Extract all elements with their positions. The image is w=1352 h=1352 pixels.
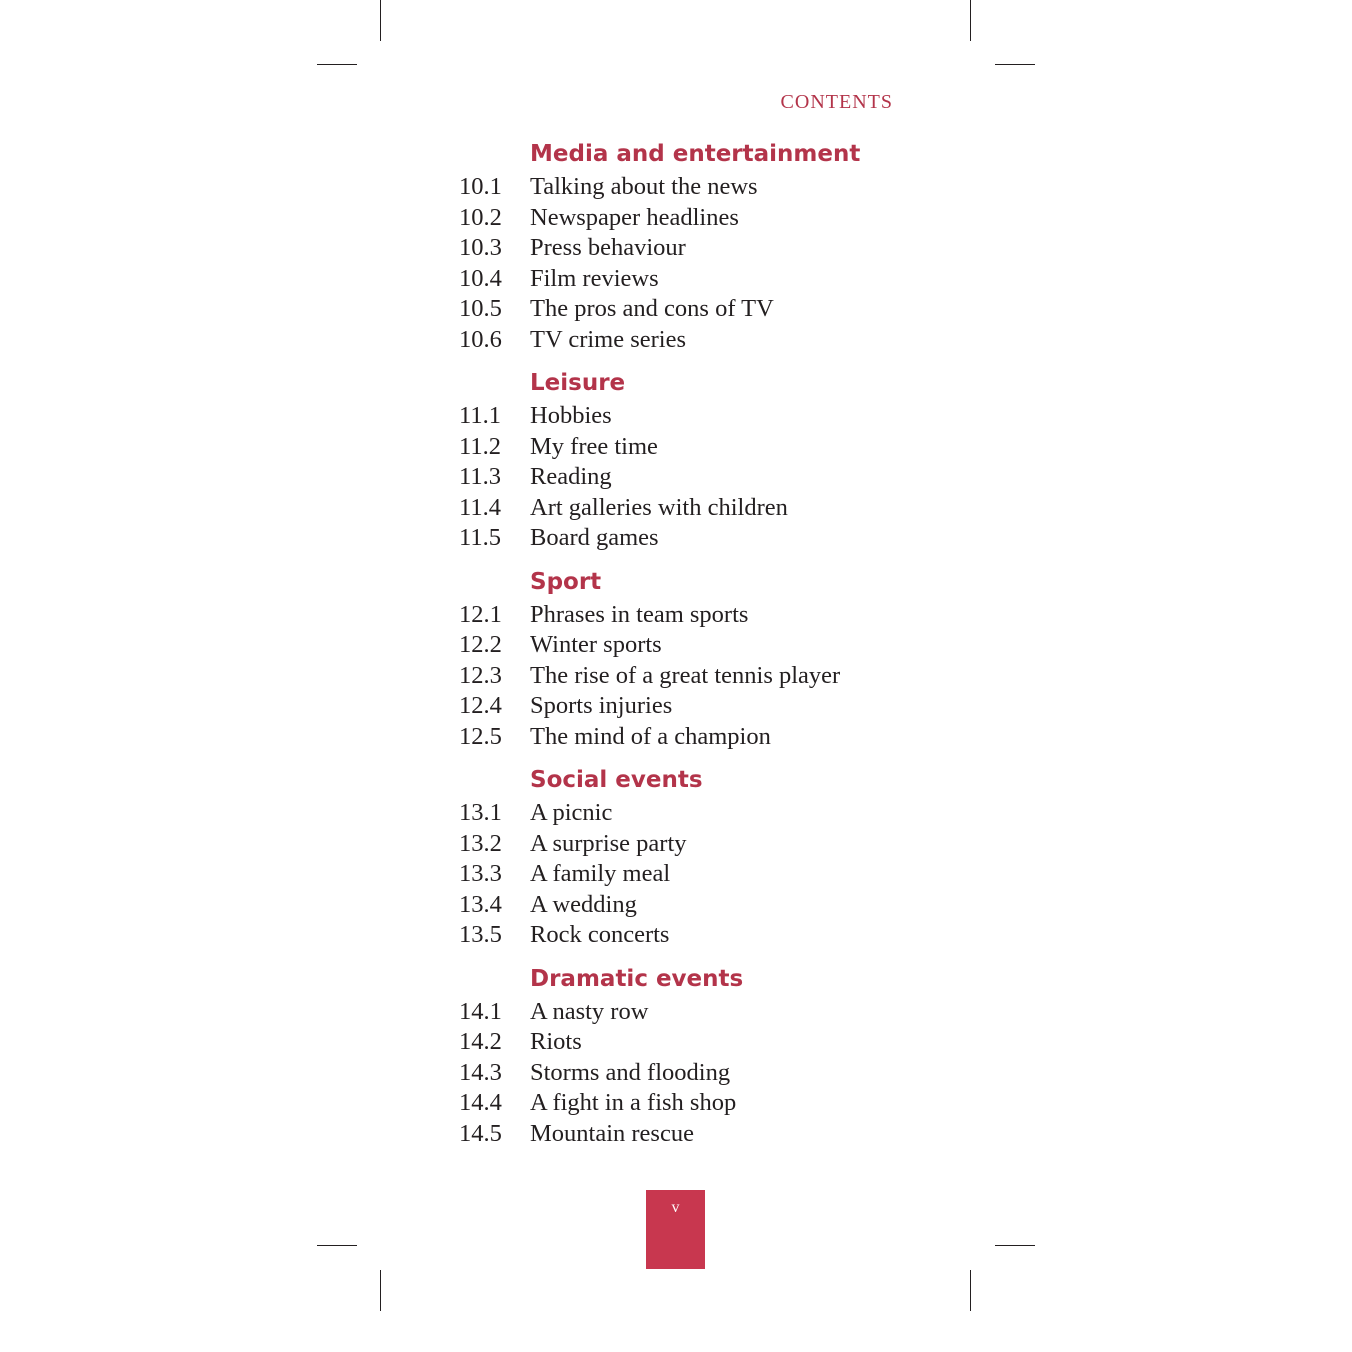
entry-title: A wedding bbox=[530, 890, 637, 918]
entry-title: Riots bbox=[530, 1028, 582, 1055]
toc-section bbox=[459, 136, 919, 355]
entry-title: Art galleries with children bbox=[530, 493, 788, 521]
toc-entry bbox=[459, 1058, 919, 1089]
toc-entry bbox=[459, 661, 919, 692]
crop-mark-bottom-right-vertical bbox=[970, 1270, 971, 1311]
toc-entry bbox=[459, 1119, 919, 1150]
entry-title: My free time bbox=[530, 432, 658, 460]
entry-title: Reading bbox=[530, 463, 612, 490]
crop-mark-bottom-left-horizontal bbox=[317, 1245, 357, 1246]
section-heading: Leisure bbox=[530, 370, 626, 396]
entry-number: 10.2 bbox=[459, 203, 502, 231]
entry-number: 14.1 bbox=[459, 997, 502, 1025]
page-number: v bbox=[671, 1199, 680, 1216]
entry-number: 13.5 bbox=[459, 921, 502, 948]
toc-entry bbox=[459, 1088, 919, 1119]
toc-entry bbox=[459, 890, 919, 921]
toc-entry bbox=[459, 172, 919, 203]
toc-entry bbox=[459, 462, 919, 493]
entry-title: Newspaper headlines bbox=[530, 203, 739, 231]
toc-entry bbox=[459, 722, 919, 753]
entry-number: 12.2 bbox=[459, 631, 502, 658]
entry-title: Storms and flooding bbox=[530, 1058, 731, 1086]
toc-entry bbox=[459, 600, 919, 631]
entry-number: 10.4 bbox=[459, 264, 502, 292]
crop-mark-bottom-left-vertical bbox=[380, 1270, 381, 1311]
entry-number: 14.5 bbox=[459, 1119, 502, 1147]
entry-title: Talking about the news bbox=[530, 173, 758, 200]
entry-number: 12.3 bbox=[459, 661, 502, 689]
toc-entry bbox=[459, 630, 919, 661]
entry-number: 11.4 bbox=[459, 493, 501, 521]
entry-title: The mind of a champion bbox=[530, 722, 771, 750]
toc-entry bbox=[459, 493, 919, 524]
entry-number: 10.3 bbox=[459, 234, 502, 261]
entry-number: 14.3 bbox=[459, 1058, 502, 1086]
entry-number: 11.2 bbox=[459, 432, 501, 460]
entry-title: Rock concerts bbox=[530, 921, 670, 948]
toc-entry bbox=[459, 997, 919, 1028]
toc-entry bbox=[459, 401, 919, 432]
entry-title: Film reviews bbox=[530, 264, 659, 292]
entry-number: 10.5 bbox=[459, 295, 502, 322]
toc-entry bbox=[459, 859, 919, 890]
crop-mark-top-left-vertical bbox=[380, 0, 381, 41]
toc-section bbox=[459, 961, 919, 1150]
crop-mark-top-right-vertical bbox=[970, 0, 971, 41]
crop-mark-top-left-horizontal bbox=[317, 64, 357, 65]
entry-number: 13.3 bbox=[459, 860, 502, 887]
entry-number: 12.5 bbox=[459, 722, 502, 750]
entry-number: 12.4 bbox=[459, 692, 502, 719]
toc-entry bbox=[459, 294, 919, 325]
section-heading: Social events bbox=[530, 767, 703, 793]
section-heading: Dramatic events bbox=[530, 965, 744, 992]
entry-title: Press behaviour bbox=[530, 234, 686, 261]
entry-title: Mountain rescue bbox=[530, 1119, 694, 1147]
entry-number: 11.5 bbox=[459, 524, 501, 551]
entry-title: A family meal bbox=[530, 860, 671, 887]
entry-title: A picnic bbox=[530, 799, 613, 826]
entry-title: Sports injuries bbox=[530, 692, 673, 719]
toc-entry bbox=[459, 432, 919, 463]
crop-mark-bottom-right-horizontal bbox=[995, 1245, 1035, 1246]
entry-number: 13.2 bbox=[459, 829, 502, 857]
toc-entry bbox=[459, 798, 919, 829]
entry-number: 14.2 bbox=[459, 1028, 502, 1055]
toc-section bbox=[459, 365, 919, 554]
table-of-contents bbox=[459, 136, 919, 1149]
entry-title: Winter sports bbox=[530, 631, 662, 658]
toc-entry bbox=[459, 523, 919, 554]
toc-section bbox=[459, 762, 919, 951]
crop-mark-top-right-horizontal bbox=[995, 64, 1035, 65]
entry-number: 11.1 bbox=[459, 402, 501, 429]
entry-title: Hobbies bbox=[530, 402, 612, 429]
entry-number: 12.1 bbox=[459, 600, 502, 628]
toc-entry bbox=[459, 1027, 919, 1058]
entry-title: The pros and cons of TV bbox=[530, 295, 774, 322]
toc-entry bbox=[459, 233, 919, 264]
entry-title: A surprise party bbox=[530, 829, 687, 857]
section-heading: Media and entertainment bbox=[530, 141, 861, 167]
entry-number: 14.4 bbox=[459, 1089, 502, 1116]
section-heading: Sport bbox=[530, 568, 602, 595]
entry-title: The rise of a great tennis player bbox=[530, 661, 841, 689]
entry-title: Board games bbox=[530, 524, 659, 551]
page-number-box bbox=[646, 1190, 705, 1269]
entry-number: 13.1 bbox=[459, 799, 502, 826]
toc-entry bbox=[459, 691, 919, 722]
entry-title: A fight in a fish shop bbox=[530, 1089, 737, 1116]
toc-entry bbox=[459, 264, 919, 295]
entry-number: 10.1 bbox=[459, 173, 502, 200]
running-head: CONTENTS bbox=[780, 91, 893, 113]
entry-number: 13.4 bbox=[459, 890, 502, 918]
toc-entry bbox=[459, 920, 919, 951]
entry-title: A nasty row bbox=[530, 997, 649, 1025]
toc-entry bbox=[459, 829, 919, 860]
entry-title: TV crime series bbox=[530, 325, 687, 353]
toc-section bbox=[459, 564, 919, 753]
entry-number: 10.6 bbox=[459, 325, 502, 353]
toc-entry bbox=[459, 325, 919, 356]
toc-entry bbox=[459, 203, 919, 234]
entry-title: Phrases in team sports bbox=[530, 600, 749, 628]
entry-number: 11.3 bbox=[459, 463, 501, 490]
